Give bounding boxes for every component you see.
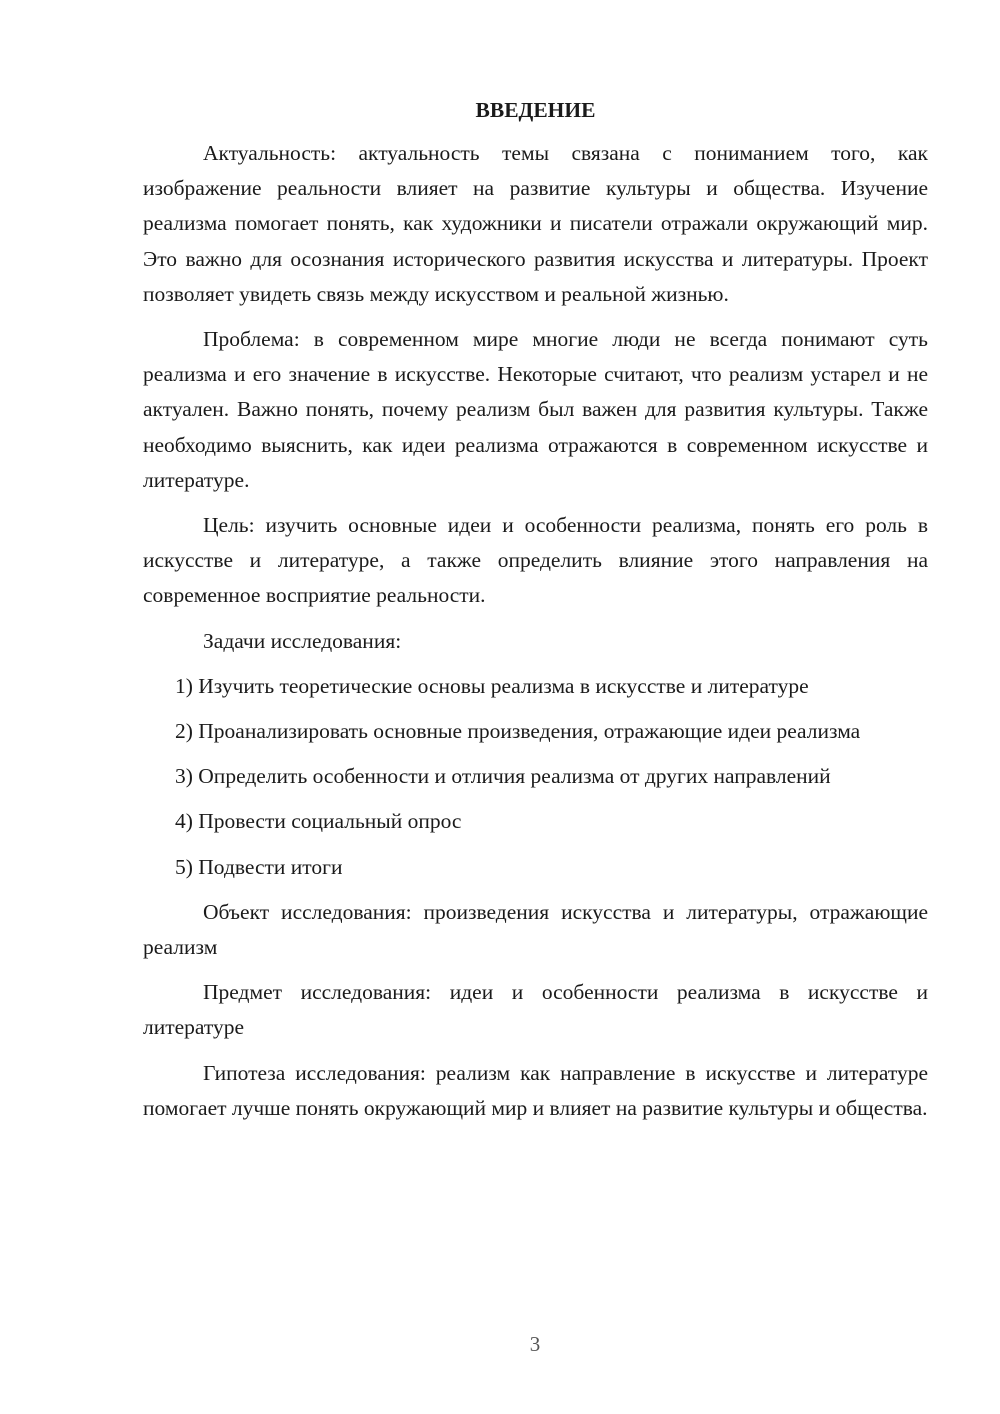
hypothesis-paragraph: Гипотеза исследования: реализм как направление в искусстве и литературе помогает лучше понять окружающий мир и влияет на развитие культуры и общества. — [143, 1060, 928, 1120]
relevance-paragraph: Актуальность: актуальность темы связана с пониманием того, как изображение реальности влияет на развитие культуры и общества. Изучение реализма помогает понять, как художники и писатели отражали окружающий мир. Это важно для осознания исторического развития искусства и литературы. Проект позволяет увидеть связь между искусством и реальной жизнью. — [143, 141, 928, 306]
goal-paragraph: Цель: изучить основные идеи и особенности реализма, понять его роль в искусстве и литературе, а также определить влияние этого направления на современное восприятие реальности. — [143, 513, 928, 608]
task-item: 5) Подвести итоги — [175, 854, 343, 879]
subject-paragraph: Предмет исследования: идеи и особенности реализма в искусстве и литературе — [143, 980, 928, 1040]
task-item: 1) Изучить теоретические основы реализма в искусстве и литературе — [175, 673, 809, 698]
page-number: 3 — [529, 1332, 541, 1356]
task-item: 2) Проанализировать основные произведения, отражающие идеи реализма — [175, 719, 861, 744]
task-item: 4) Провести социальный опрос — [175, 809, 462, 834]
problem-paragraph: Проблема: в современном мире многие люди не всегда понимают суть реализма и его значение в искусстве. Некоторые считают, что реализм устарел и не актуален. Важно понять, почему реализм был важен для развития культуры. Также необходимо выяснить, как идеи реализма отражаются в современном искусстве и литературе. — [143, 327, 928, 492]
section-title: ВВЕДЕНИЕ — [475, 98, 596, 122]
object-paragraph: Объект исследования: произведения искусства и литературы, отражающие реализм — [143, 899, 928, 960]
document-page — [143, 90, 928, 1136]
tasks-heading: Задачи исследования: — [203, 628, 402, 653]
task-item: 3) Определить особенности и отличия реализма от других направлений — [175, 764, 831, 789]
